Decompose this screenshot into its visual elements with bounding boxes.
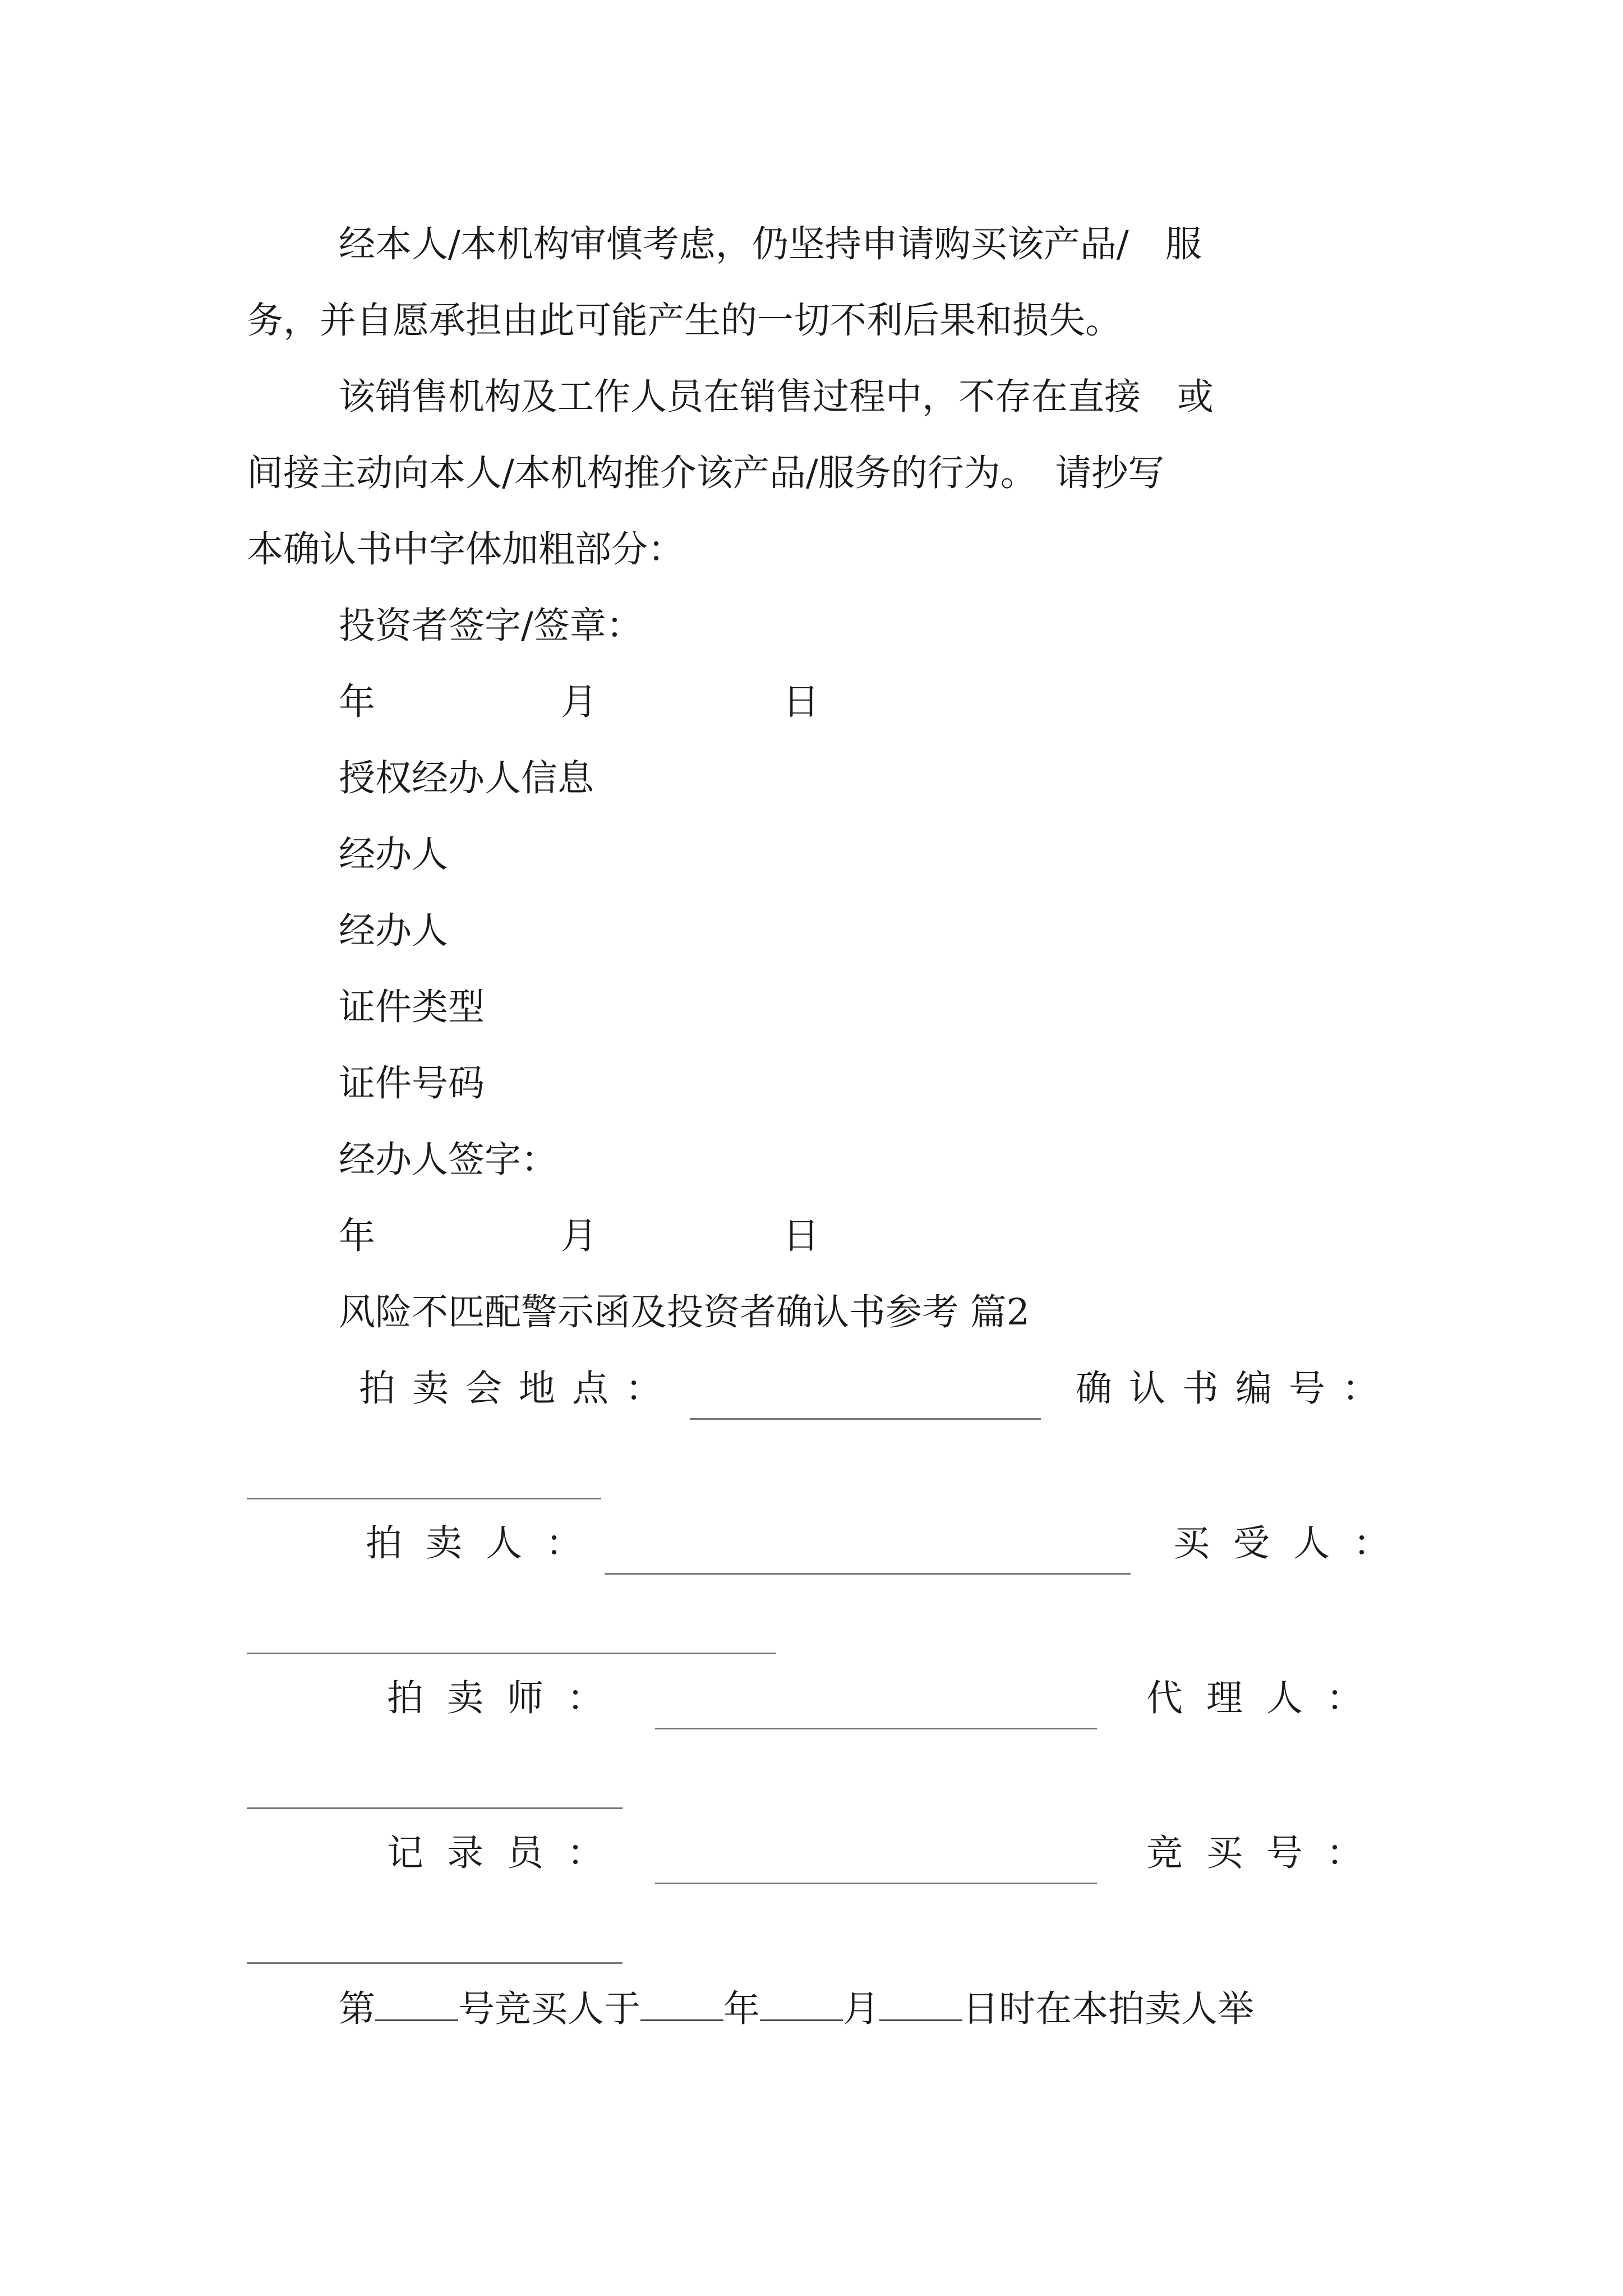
number-blank[interactable] — [375, 1986, 458, 2021]
agent-blank[interactable] — [247, 1807, 623, 1809]
paragraph-2-line-2: 间接主动向本人/本机构推介该产品/服务的行为。 请抄写 — [247, 452, 1165, 494]
agent-info-heading: 授权经办人信息 — [339, 757, 594, 799]
agent-signature-label: 经办人签字： — [339, 1139, 558, 1181]
agent-label-2: 经办人 — [339, 910, 449, 952]
date-year-label-2: 年 — [339, 1215, 376, 1257]
date-month-label-2: 月 — [561, 1215, 598, 1257]
day-blank[interactable] — [879, 1986, 962, 2021]
last-line-part-3: 年 — [723, 1988, 760, 2030]
paragraph-2-line-3: 本确认书中字体加粗部分： — [247, 528, 685, 570]
last-line-part-2: 号竞买人于 — [458, 1988, 641, 2030]
bid-number-label: 竞买号： — [1146, 1832, 1387, 1874]
buyer-label: 买受人： — [1173, 1522, 1414, 1565]
date-year-label: 年 — [339, 681, 376, 723]
paragraph-1-line-1: 经本人/本机构审慎考虑，仍坚持申请购买该产品/ 服 — [339, 223, 1202, 265]
year-blank[interactable] — [640, 1986, 723, 2021]
auctioneer-blank[interactable] — [655, 1728, 1097, 1729]
recorder-blank[interactable] — [655, 1883, 1097, 1884]
confirm-number-blank[interactable] — [247, 1498, 601, 1499]
last-line-part-4: 月 — [843, 1988, 880, 2030]
last-line-part-5: 日时在本拍卖人举 — [962, 1988, 1255, 2030]
auctioneer-label: 拍卖师： — [387, 1677, 628, 1719]
id-type-label: 证件类型 — [339, 986, 485, 1028]
recorder-label: 记录员： — [387, 1832, 628, 1874]
date-day-label-2: 日 — [783, 1215, 820, 1257]
auction-place-label: 拍卖会地点： — [359, 1368, 679, 1410]
last-line-part-1: 第 — [339, 1988, 376, 2030]
agent-form-label: 代理人： — [1146, 1677, 1387, 1719]
date-day-label: 日 — [783, 681, 820, 723]
date-month-label: 月 — [561, 681, 598, 723]
id-number-label: 证件号码 — [339, 1062, 485, 1105]
auctioneer-org-blank[interactable] — [605, 1573, 1131, 1575]
buyer-blank[interactable] — [247, 1653, 776, 1654]
investor-signature-label: 投资者签字/签章： — [339, 605, 643, 647]
auction-place-blank[interactable] — [690, 1418, 1041, 1420]
agent-label-1: 经办人 — [339, 834, 449, 876]
section-title: 风险不匹配警示函及投资者确认书参考 篇2 — [339, 1291, 1030, 1333]
month-blank[interactable] — [760, 1986, 843, 2021]
paragraph-2-line-1: 该销售机构及工作人员在销售过程中，不存在直接 或 — [339, 376, 1214, 418]
last-line — [339, 1986, 1254, 2032]
auctioneer-org-label: 拍卖人： — [366, 1522, 606, 1565]
confirm-number-label: 确认书编号： — [1076, 1368, 1396, 1410]
paragraph-1-line-2: 务，并自愿承担由此可能产生的一切不利后果和损失。 — [247, 300, 1122, 342]
bid-number-blank[interactable] — [247, 1962, 623, 1964]
